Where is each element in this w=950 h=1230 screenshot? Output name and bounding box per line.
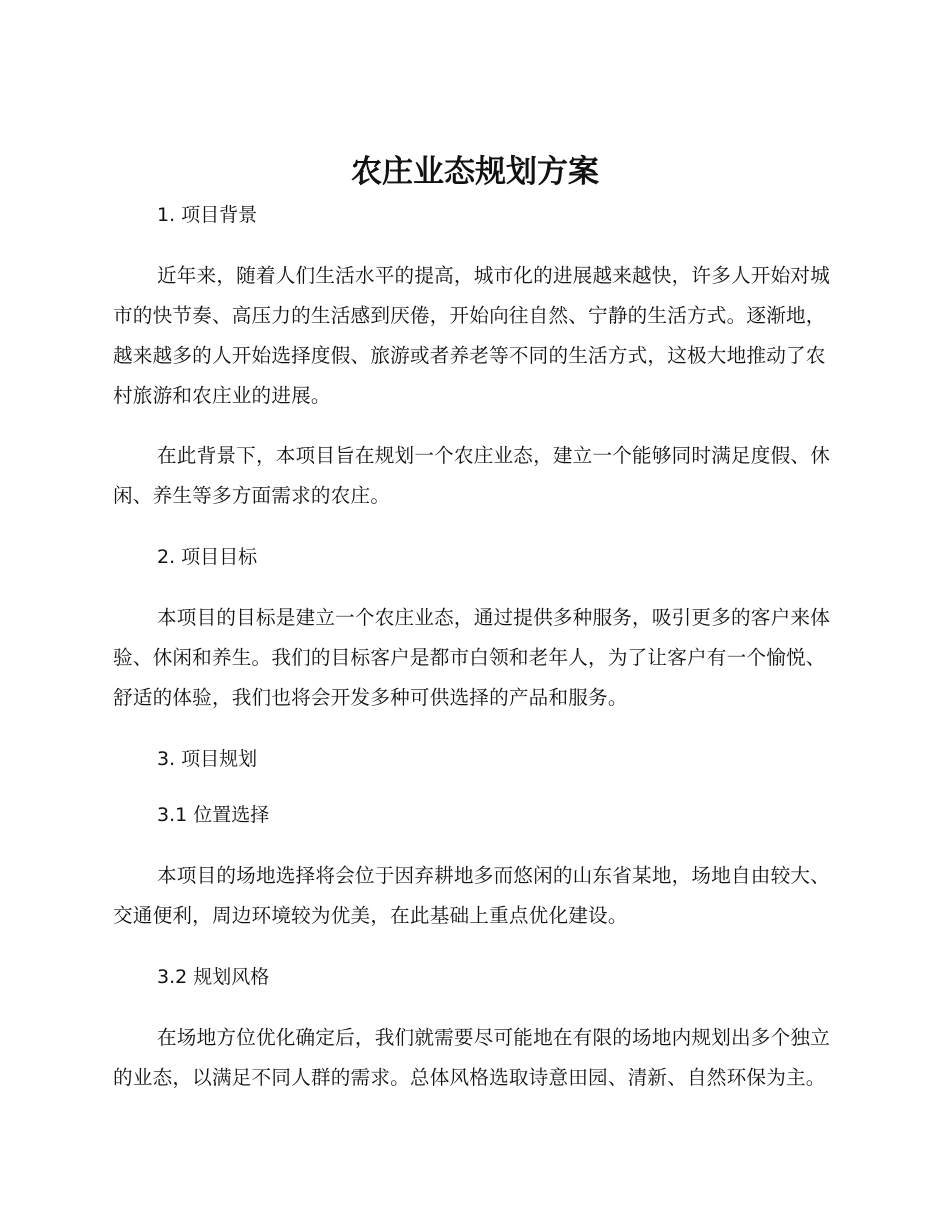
section-heading-style: 3.2 规划风格: [157, 966, 270, 988]
section-heading-location: 3.1 位置选择: [157, 804, 270, 826]
section-heading-goals: 2. 项目目标: [157, 546, 258, 568]
paragraph-background-1: 近年来，随着人们生活水平的提高，城市化的进展越来越快，许多人开始对城市的快节奏、高压力的生活感到厌倦，开始向往自然、宁静的生活方式。逐渐地，越来越多的人开始选择度假、旅游或者养老等不同的生活方式，这极大地推动了农村旅游和农庄业的进展。: [113, 264, 830, 407]
paragraph-goals-1: 本项目的目标是建立一个农庄业态，通过提供多种服务，吸引更多的客户来体验、休闲和养生。我们的目标客户是都市白领和老年人，为了让客户有一个愉悦、舒适的体验，我们也将会开发多种可供选择的产品和服务。: [113, 606, 830, 709]
paragraph-style-1: 在场地方位优化确定后，我们就需要尽可能地在有限的场地内规划出多个独立的业态，以满足不同人群的需求。总体风格选取诗意田园、清新、自然环保为主。: [113, 1026, 830, 1089]
page-title: 农庄业态规划方案: [351, 154, 599, 190]
section-heading-background: 1. 项目背景: [157, 204, 258, 226]
paragraph-location-1: 本项目的场地选择将会位于因弃耕地多而悠闲的山东省某地，场地自由较大、交通便利，周边环境较为优美，在此基础上重点优化建设。: [113, 864, 830, 927]
document-body: [113, 200, 833, 1098]
section-heading-planning: 3. 项目规划: [157, 748, 258, 770]
paragraph-background-2: 在此背景下，本项目旨在规划一个农庄业态，建立一个能够同时满足度假、休闲、养生等多方面需求的农庄。: [113, 444, 830, 507]
